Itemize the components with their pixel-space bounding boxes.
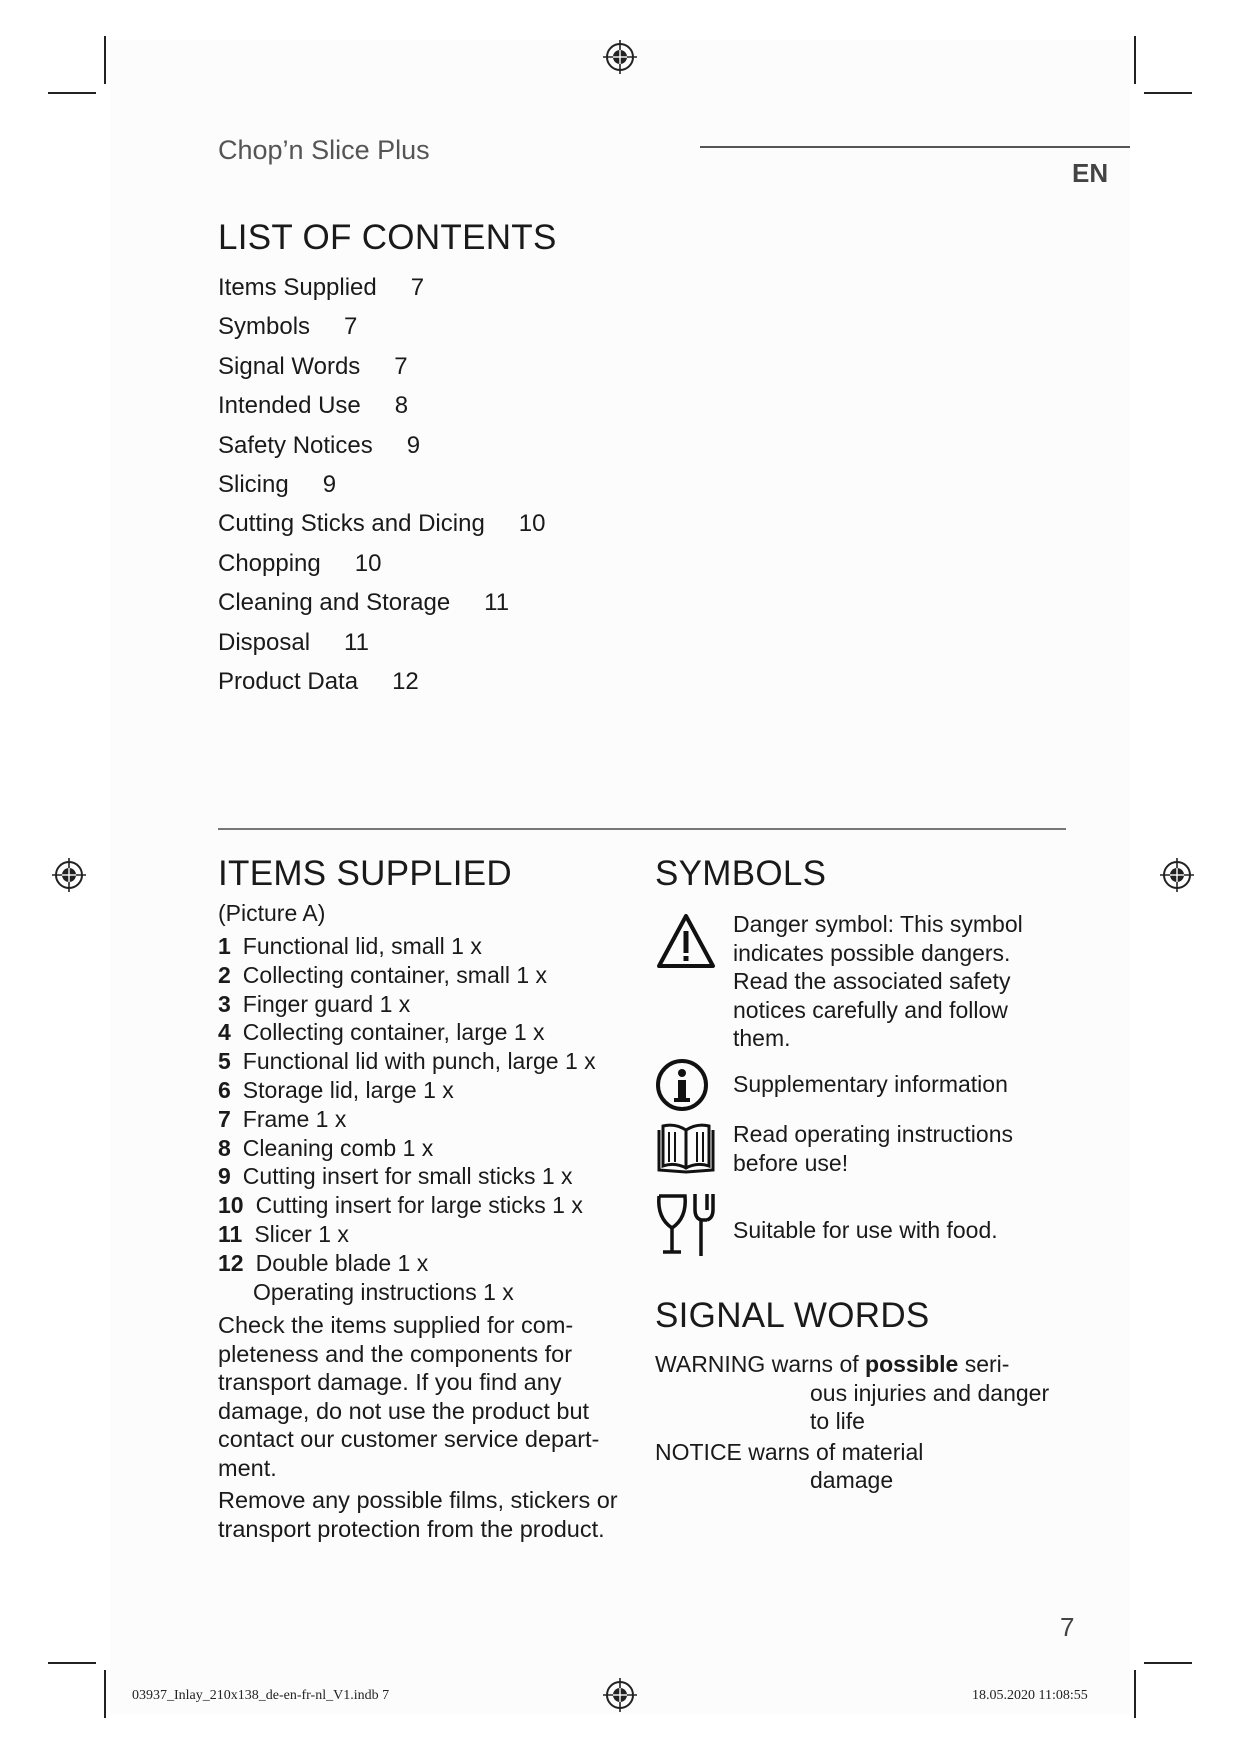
warning-text: warns of [771, 1351, 866, 1377]
header-rule [700, 146, 1130, 148]
items-supplied-title: ITEMS SUPPLIED [218, 854, 512, 893]
list-item [218, 1048, 628, 1077]
symbol-description: Danger symbol: This symbol indicates possible dangers. Read the associated safety notices carefully and follow them. [733, 911, 1023, 1051]
toc-label: Intended Use [218, 392, 361, 420]
item-text: Storage lid, large 1 x [242, 1076, 454, 1103]
item-text: Operating instructions 1 x [253, 1278, 514, 1305]
table-of-contents [218, 274, 546, 707]
contents-title: LIST OF CONTENTS [218, 218, 557, 257]
toc-label: Disposal [218, 628, 311, 656]
item-text: Collecting container, small 1 x [242, 961, 548, 988]
toc-entry[interactable] [218, 589, 546, 628]
list-item [218, 991, 628, 1020]
toc-label: Signal Words [218, 352, 361, 380]
symbol-description: Supplementary information [733, 1071, 1008, 1097]
list-item [218, 1192, 628, 1221]
warning-text: ous injuries and danger [810, 1379, 1050, 1406]
product-name: Chop’n Slice Plus [218, 135, 430, 165]
notice-text: warns of material [748, 1438, 924, 1465]
item-text: Slicer 1 x [254, 1220, 349, 1247]
item-number: 1 [218, 933, 231, 959]
item-number: 5 [218, 1048, 231, 1075]
toc-page: 7 [394, 352, 408, 380]
symbols-title: SYMBOLS [655, 854, 827, 893]
toc-entry[interactable] [218, 432, 546, 471]
toc-label: Symbols [218, 313, 311, 341]
item-number: 8 [218, 1134, 231, 1161]
item-text: Cutting insert for large sticks 1 x [255, 1192, 583, 1219]
toc-entry[interactable] [218, 668, 546, 707]
items-supplied-section [218, 900, 628, 1543]
registration-mark-icon [1160, 858, 1194, 892]
crop-mark [1134, 36, 1136, 84]
toc-entry[interactable] [218, 629, 546, 668]
language-code: EN [1072, 158, 1109, 188]
toc-label: Items Supplied [218, 274, 377, 301]
warning-text: to life [810, 1408, 865, 1434]
symbol-description: Suitable for use with food. [733, 1217, 998, 1243]
info-icon [655, 1058, 709, 1112]
registration-mark-icon [603, 40, 637, 74]
item-number: 7 [218, 1105, 231, 1132]
toc-page: 12 [392, 667, 419, 695]
manual-book-icon [655, 1120, 717, 1176]
list-item [218, 1077, 628, 1106]
toc-label: Product Data [218, 667, 359, 695]
crop-mark [1144, 1662, 1192, 1664]
toc-entry[interactable] [218, 353, 546, 392]
symbol-description: Read operating instructions before use! [733, 1121, 1013, 1176]
toc-page: 10 [354, 549, 382, 577]
list-item [218, 1019, 628, 1048]
crop-mark [104, 1670, 106, 1718]
crop-mark [1134, 1670, 1136, 1718]
list-item [218, 933, 628, 962]
picture-reference: (Picture A) [218, 900, 326, 926]
item-number: 11 [218, 1220, 243, 1247]
toc-label: Cutting Sticks and Dicing [218, 510, 485, 538]
crop-mark [1144, 92, 1192, 94]
crop-mark [104, 36, 106, 84]
toc-entry[interactable] [218, 274, 546, 313]
notice-definition [655, 1438, 1075, 1495]
toc-label: Cleaning and Storage [218, 589, 451, 617]
toc-entry[interactable] [218, 550, 546, 589]
toc-page: 9 [406, 431, 421, 459]
crop-mark [48, 92, 96, 94]
toc-label: Slicing [218, 470, 289, 498]
toc-page: 11 [484, 589, 510, 617]
toc-entry[interactable] [218, 313, 546, 352]
item-text: Collecting container, large 1 x [242, 1019, 545, 1046]
warning-definition [655, 1350, 1075, 1436]
toc-entry[interactable] [218, 471, 546, 510]
list-item [218, 1163, 628, 1192]
toc-page: 9 [322, 470, 337, 498]
toc-page: 11 [344, 628, 369, 656]
toc-label: Safety Notices [218, 431, 373, 459]
registration-mark-icon [603, 1678, 637, 1712]
print-slug-file: 03937_Inlay_210x138_de-en-fr-nl_V1.indb 7 [132, 1688, 390, 1703]
item-text: Functional lid, small 1 x [242, 933, 482, 959]
toc-label: Chopping [218, 549, 321, 577]
warning-text: seri- [958, 1351, 1010, 1377]
crop-mark [48, 1662, 96, 1664]
item-text: Cutting insert for small sticks 1 x [242, 1163, 573, 1190]
item-number: 2 [218, 961, 231, 988]
list-item [218, 1106, 628, 1135]
check-paragraph: Check the items supplied for com-pleteness and the components for transport damage. If you find any damage, do not use the product but contact our customer service depart-ment. [218, 1312, 600, 1481]
notice-word: NOTICE [655, 1438, 742, 1465]
item-text: Frame 1 x [242, 1105, 347, 1132]
item-number: 3 [218, 990, 231, 1017]
section-divider [218, 828, 1066, 830]
list-item [218, 962, 628, 991]
remove-paragraph: Remove any possible films, stickers or transport protection from the product. [218, 1487, 618, 1542]
signal-words-section [655, 1350, 1075, 1495]
registration-mark-icon [52, 858, 86, 892]
item-number: 4 [218, 1019, 231, 1046]
item-number: 9 [218, 1163, 231, 1190]
warning-word: WARNING [655, 1351, 766, 1377]
item-text: Double blade 1 x [255, 1249, 429, 1276]
item-number: 12 [218, 1249, 244, 1276]
warning-emphasis: possible [865, 1351, 959, 1377]
toc-page: 7 [410, 274, 425, 301]
toc-page: 10 [518, 510, 546, 538]
page-number: 7 [1060, 1612, 1075, 1642]
food-safe-icon [655, 1190, 717, 1262]
warning-triangle-icon [655, 912, 717, 970]
item-text: Functional lid with punch, large 1 x [242, 1048, 596, 1075]
print-slug-timestamp: 18.05.2020 11:08:55 [972, 1688, 1088, 1703]
toc-entry[interactable] [218, 510, 546, 549]
signal-words-title: SIGNAL WORDS [655, 1296, 930, 1335]
toc-entry[interactable] [218, 392, 546, 431]
item-number: 6 [218, 1076, 231, 1103]
list-item [218, 1135, 628, 1164]
item-number: 10 [218, 1192, 244, 1219]
toc-page: 8 [394, 392, 409, 420]
list-item [218, 1221, 628, 1250]
item-text: Cleaning comb 1 x [242, 1134, 434, 1161]
toc-page: 7 [344, 313, 358, 341]
list-item [218, 1250, 628, 1279]
item-text: Finger guard 1 x [242, 990, 411, 1017]
notice-text: damage [810, 1467, 894, 1493]
list-item [218, 1279, 628, 1308]
